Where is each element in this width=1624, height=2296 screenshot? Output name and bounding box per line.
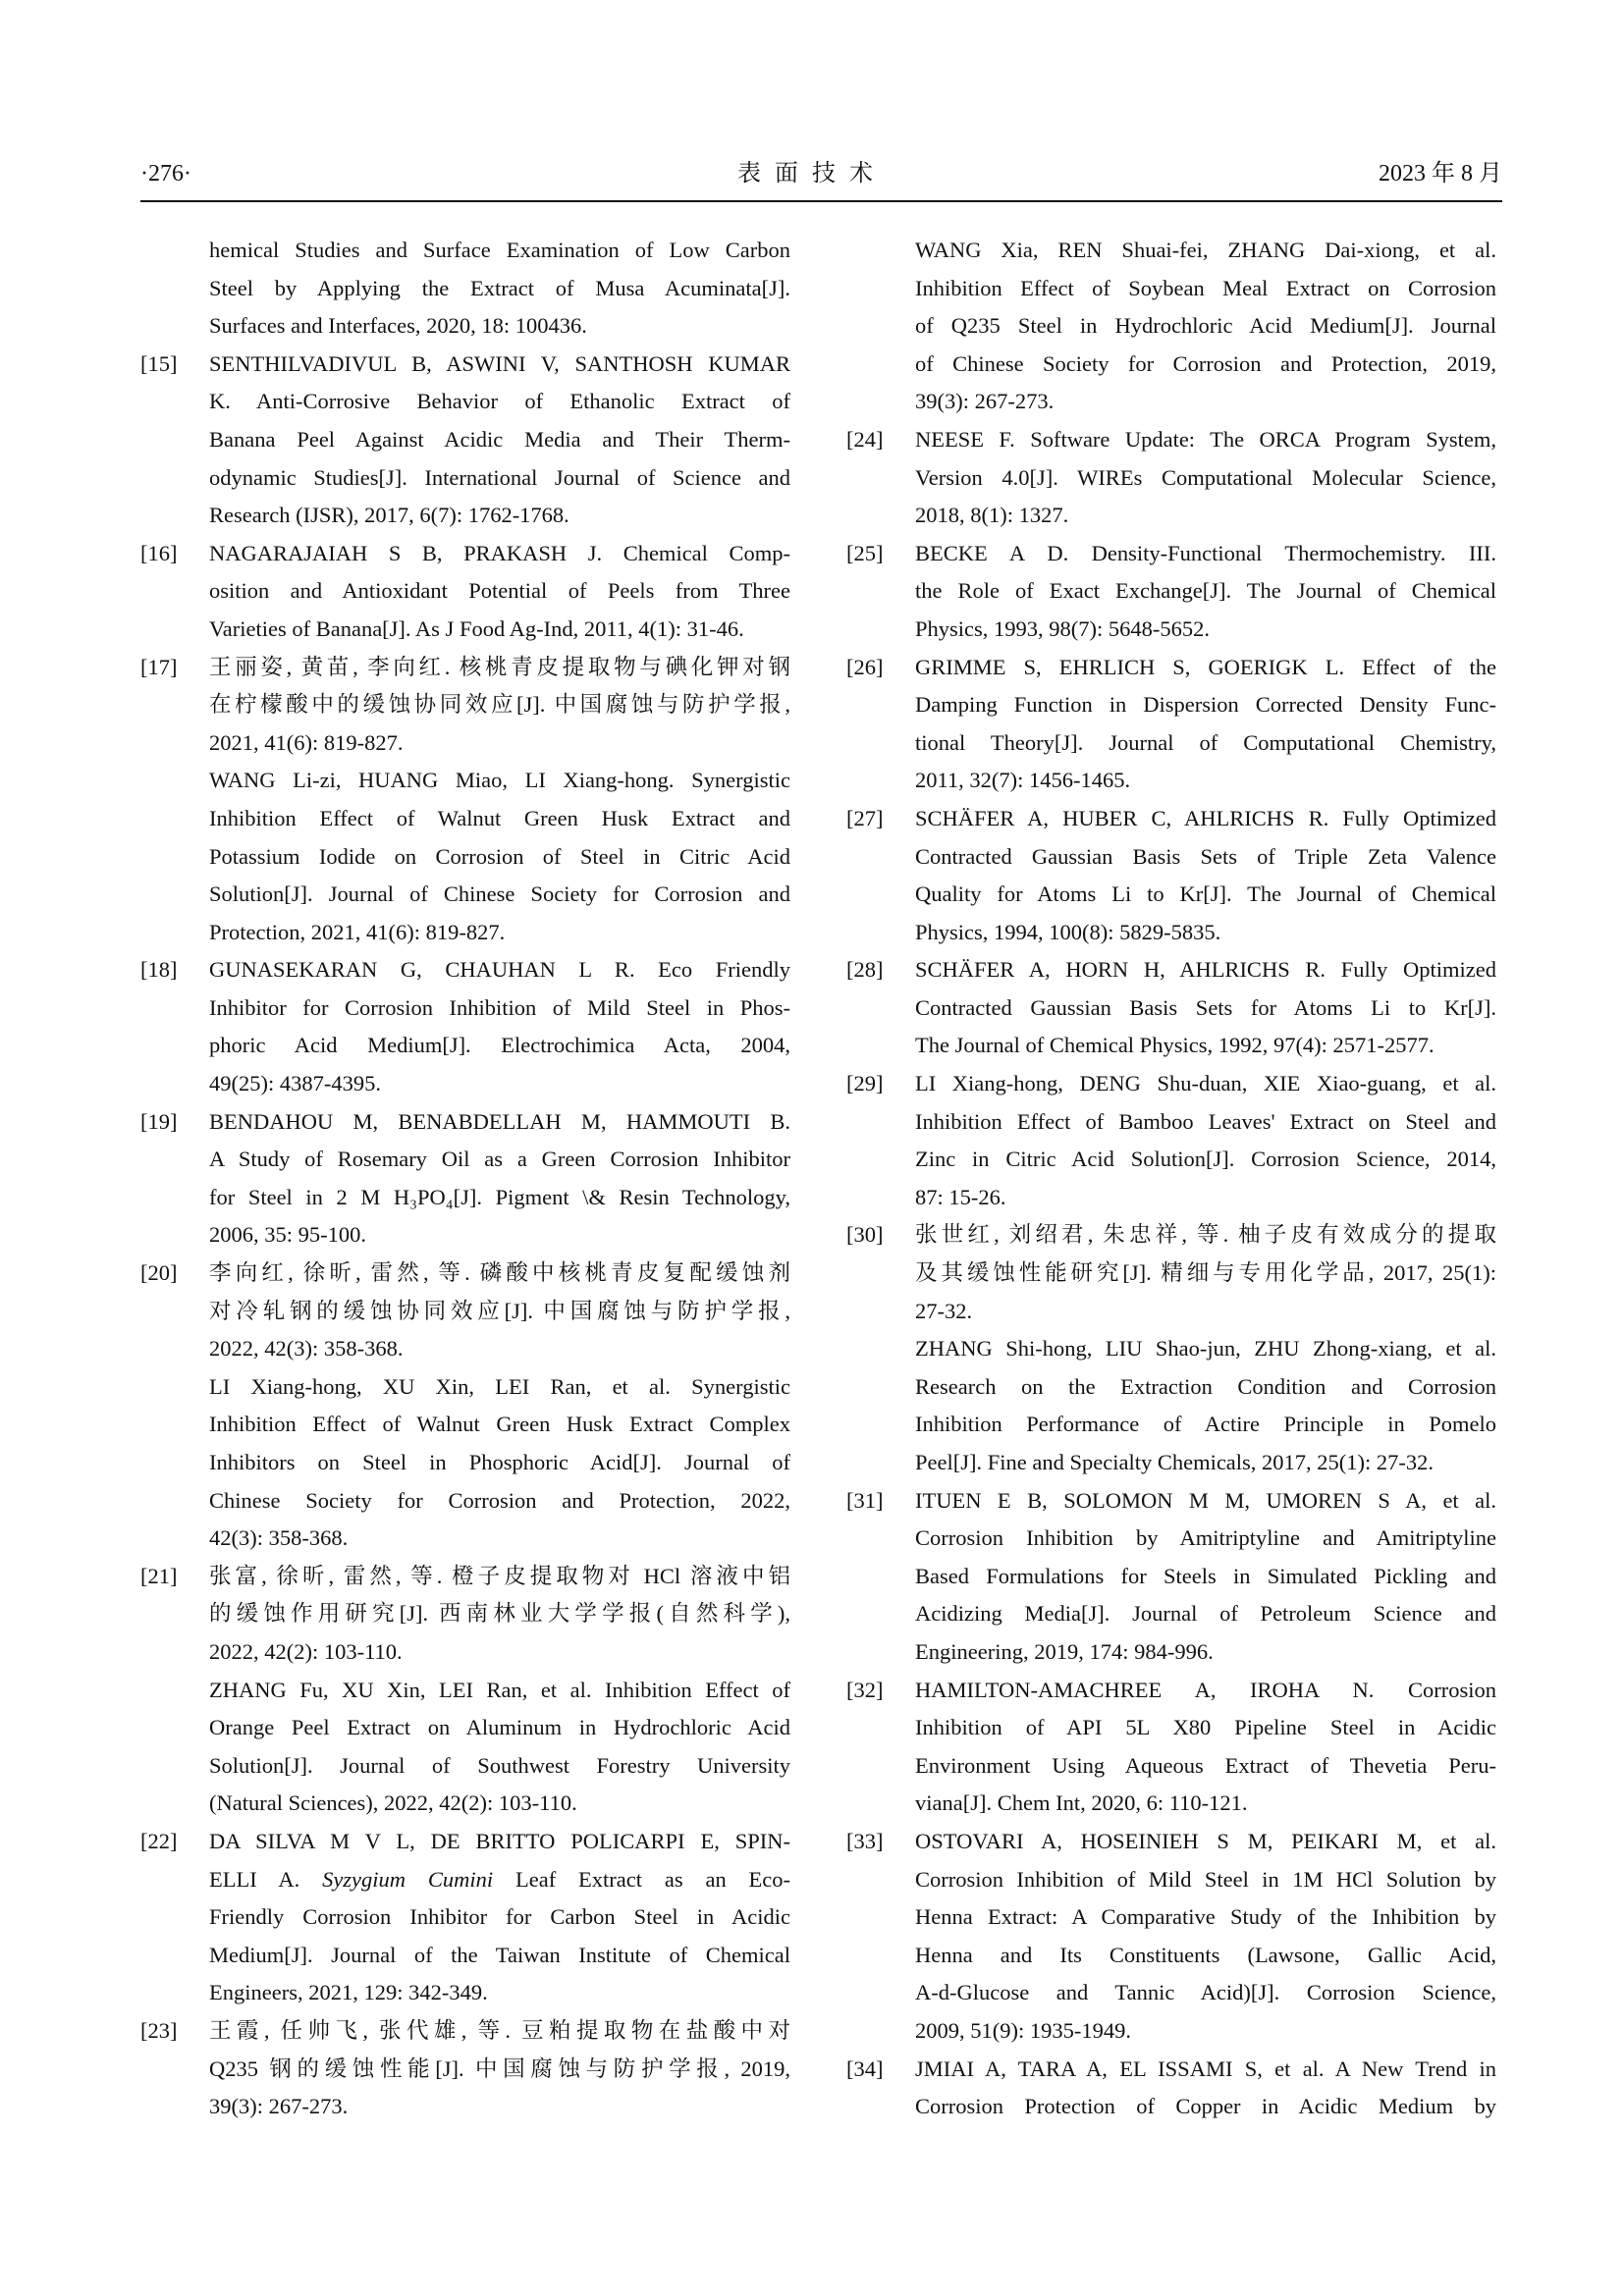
reference-line: Inhibitor for Corrosion Inhibition of Mild Steel in Phos- — [209, 994, 790, 1020]
reference-text — [915, 1216, 1496, 1481]
reference-item — [846, 800, 1496, 951]
reference-column-left — [140, 232, 790, 2126]
reference-item — [846, 2051, 1496, 2126]
reference-line: Inhibition Effect of Bamboo Leaves' Extract on Steel and — [915, 1108, 1496, 1134]
reference-line: 对冷轧钢的缓蚀协同效应[J]. 中国腐蚀与防护学报, — [209, 1298, 790, 1323]
reference-line: ZHANG Fu, XU Xin, LEI Ran, et al. Inhibition Effect of — [209, 1677, 790, 1702]
reference-line: JMIAI A, TARA A, EL ISSAMI S, et al. A New Trend in — [915, 2056, 1496, 2081]
reference-line: 2011, 32(7): 1456-1465. — [915, 768, 1131, 793]
reference-line: ZHANG Shi-hong, LIU Shao-jun, ZHU Zhong-xiang, et al. — [915, 1336, 1496, 1362]
reference-line: Surfaces and Interfaces, 2020, 18: 100436. — [209, 313, 587, 339]
reference-text — [915, 800, 1496, 951]
reference-line: WANG Li-zi, HUANG Miao, LI Xiang-hong. Synergistic — [209, 768, 790, 793]
reference-column-right — [846, 232, 1496, 2126]
reference-line: Henna and Its Constituents (Lawsone, Gallic Acid, — [915, 1942, 1496, 1967]
reference-line: WANG Xia, REN Shuai-fei, ZHANG Dai-xiong, et al. — [915, 238, 1496, 262]
reference-line: DA SILVA M V L, DE BRITTO POLICARPI E, SPIN- — [209, 1828, 790, 1853]
reference-text — [209, 649, 790, 952]
reference-line: 李向红, 徐昕, 雷然, 等. 磷酸中核桃青皮复配缓蚀剂 — [209, 1260, 790, 1286]
reference-line: OSTOVARI A, HOSEINIEH S M, PEIKARI M, et al. — [915, 1828, 1496, 1853]
reference-line: 27-32. — [915, 1298, 973, 1323]
reference-item — [140, 1558, 790, 1823]
reference-line: Peel[J]. Fine and Specialty Chemicals, 2017, 25(1): 27-32. — [915, 1450, 1435, 1474]
reference-line: Inhibition Effect of Soybean Meal Extract on Corrosion — [915, 275, 1496, 300]
reference-item — [846, 649, 1496, 800]
reference-item — [140, 2012, 790, 2126]
page-number: ·276· — [140, 161, 191, 187]
reference-text — [915, 421, 1496, 535]
reference-number: [30] — [846, 1222, 884, 1248]
reference-line: Friendly Corrosion Inhibitor for Carbon Steel in Acidic — [209, 1904, 790, 1930]
reference-line: Damping Function in Dispersion Corrected Density Func- — [915, 692, 1496, 718]
reference-line: Q235 钢的缓蚀性能[J]. 中国腐蚀与防护学报, 2019, — [209, 2056, 790, 2081]
reference-text — [915, 2051, 1496, 2126]
reference-number: [22] — [140, 1828, 178, 1853]
reference-line: Acidizing Media[J]. Journal of Petroleum Science and — [915, 1601, 1496, 1627]
reference-line: 在柠檬酸中的缓蚀协同效应[J]. 中国腐蚀与防护学报, — [209, 692, 790, 718]
reference-line: BECKE A D. Density-Functional Thermochemistry. III. — [915, 540, 1496, 565]
reference-line: Contracted Gaussian Basis Sets for Atoms Li to Kr[J]. — [915, 994, 1496, 1020]
italic-text: Syzygium Cumini — [322, 1866, 494, 1892]
reference-item — [140, 1255, 790, 1558]
reference-line: Physics, 1994, 100(8): 5829-5835. — [915, 919, 1221, 944]
reference-number: [29] — [846, 1071, 884, 1096]
reference-line: the Role of Exact Exchange[J]. The Journal of Chemical — [915, 578, 1496, 604]
text-segment: Leaf Extract as an Eco- — [493, 1866, 791, 1892]
reference-line: Based Formulations for Steels in Simulated Pickling and — [915, 1563, 1496, 1588]
reference-text — [209, 2012, 790, 2126]
reference-line: 张富, 徐昕, 雷然, 等. 橙子皮提取物对 HCl 溶液中铝 — [209, 1563, 790, 1588]
reference-line: Inhibition of API 5L X80 Pipeline Steel in Acidic — [915, 1715, 1496, 1740]
reference-line: Version 4.0[J]. WIREs Computational Molecular Science, — [915, 464, 1496, 490]
reference-item — [846, 1823, 1496, 2051]
reference-item — [140, 1103, 790, 1255]
reference-line: The Journal of Chemical Physics, 1992, 97(4): 2571-2577. — [915, 1033, 1435, 1058]
reference-line: A-d-Glucose and Tannic Acid)[J]. Corrosion Science, — [915, 1980, 1496, 2005]
reference-text — [209, 346, 790, 535]
reference-line: Research on the Extraction Condition and Corrosion — [915, 1373, 1496, 1399]
reference-line: GRIMME S, EHRLICH S, GOERIGK L. Effect of the — [915, 654, 1496, 679]
reference-item — [140, 535, 790, 649]
reference-text — [209, 1103, 790, 1255]
reference-text — [209, 535, 790, 649]
reference-number: [25] — [846, 540, 884, 565]
reference-line: BENDAHOU M, BENABDELLAH M, HAMMOUTI B. — [209, 1108, 790, 1134]
reference-line: Banana Peel Against Acidic Media and Their Therm- — [209, 426, 790, 452]
reference-line: NAGARAJAIAH S B, PRAKASH J. Chemical Comp- — [209, 540, 790, 565]
reference-item — [846, 951, 1496, 1065]
reference-number: [31] — [846, 1487, 884, 1513]
reference-line: Corrosion Inhibition of Mild Steel in 1M HCl Solution by — [915, 1866, 1496, 1892]
reference-line: Varieties of Banana[J]. As J Food Ag-Ind, 2011, 4(1): 31-46. — [209, 615, 744, 641]
reference-line: Medium[J]. Journal of the Taiwan Institute of Chemical — [209, 1942, 790, 1967]
reference-item — [846, 1065, 1496, 1216]
reference-text — [915, 232, 1496, 421]
reference-number: [28] — [846, 957, 884, 983]
reference-line: NEESE F. Software Update: The ORCA Program System, — [915, 426, 1496, 452]
reference-line: 2022, 42(2): 103-110. — [209, 1638, 403, 1664]
reference-line: 49(25): 4387-4395. — [209, 1071, 381, 1096]
reference-text — [915, 951, 1496, 1065]
reference-line: 87: 15-26. — [915, 1184, 1006, 1209]
reference-item — [140, 346, 790, 535]
reference-number: [27] — [846, 805, 884, 830]
reference-line: LI Xiang-hong, DENG Shu-duan, XIE Xiao-guang, et al. — [915, 1071, 1496, 1096]
reference-line: Zinc in Citric Acid Solution[J]. Corrosion Science, 2014, — [915, 1147, 1496, 1172]
reference-item — [846, 421, 1496, 535]
reference-item — [140, 232, 790, 346]
reference-line: for Steel in 2 M H₃PO₄[J]. Pigment \& Resin Technology, — [209, 1184, 790, 1209]
reference-line: K. Anti-Corrosive Behavior of Ethanolic Extract of — [209, 389, 790, 414]
reference-line: LI Xiang-hong, XU Xin, LEI Ran, et al. Synergistic — [209, 1373, 790, 1399]
reference-text — [915, 1482, 1496, 1672]
reference-line: Inhibition Effect of Walnut Green Husk Extract and — [209, 805, 790, 830]
reference-item — [846, 232, 1496, 421]
reference-line: Protection, 2021, 41(6): 819-827. — [209, 919, 506, 944]
reference-line: (Natural Sciences), 2022, 42(2): 103-110. — [209, 1790, 577, 1816]
reference-line: 39(3): 267-273. — [209, 2094, 349, 2119]
reference-number: [18] — [140, 957, 178, 983]
reference-number: [16] — [140, 540, 178, 565]
journal-title: 表面技术 — [737, 161, 887, 187]
reference-number: [33] — [846, 1828, 884, 1853]
reference-line: ITUEN E B, SOLOMON M M, UMOREN S A, et al. — [915, 1487, 1496, 1513]
reference-line: Research (IJSR), 2017, 6(7): 1762-1768. — [209, 503, 569, 528]
reference-line: Orange Peel Extract on Aluminum in Hydrochloric Acid — [209, 1715, 790, 1740]
reference-line: Potassium Iodide on Corrosion of Steel in Citric Acid — [209, 843, 790, 869]
reference-text — [915, 535, 1496, 649]
reference-line: phoric Acid Medium[J]. Electrochimica Acta, 2004, — [209, 1033, 790, 1058]
reference-number: [24] — [846, 426, 884, 452]
reference-item — [140, 1823, 790, 2012]
reference-line — [209, 1861, 790, 1899]
reference-line: A Study of Rosemary Oil as a Green Corrosion Inhibitor — [209, 1147, 790, 1172]
reference-line: Solution[J]. Journal of Southwest Forestry University — [209, 1752, 790, 1778]
reference-line: Engineering, 2019, 174: 984-996. — [915, 1638, 1214, 1664]
reference-line: SCHÄFER A, HUBER C, AHLRICHS R. Fully Optimized — [915, 805, 1496, 830]
reference-line: odynamic Studies[J]. International Journal of Science and — [209, 464, 790, 490]
reference-item — [846, 1216, 1496, 1481]
reference-line: Environment Using Aqueous Extract of Thevetia Peru- — [915, 1752, 1496, 1778]
reference-number: [26] — [846, 654, 884, 679]
reference-number: [15] — [140, 350, 178, 376]
reference-text — [915, 1672, 1496, 1823]
issue-date: 2023 年 8 月 — [1379, 161, 1502, 187]
reference-line: viana[J]. Chem Int, 2020, 6: 110-121. — [915, 1790, 1248, 1816]
text-segment: ELLI A. — [209, 1866, 323, 1892]
reference-line: tional Theory[J]. Journal of Computational Chemistry, — [915, 729, 1496, 755]
reference-text — [915, 1065, 1496, 1216]
reference-line: 42(3): 358-368. — [209, 1525, 349, 1551]
reference-line: 及其缓蚀性能研究[J]. 精细与专用化学品, 2017, 25(1): — [915, 1260, 1496, 1286]
reference-line: Chinese Society for Corrosion and Protection, 2022, — [209, 1487, 790, 1513]
reference-item — [846, 1482, 1496, 1672]
reference-line: Physics, 1993, 98(7): 5648-5652. — [915, 615, 1210, 641]
reference-line: osition and Antioxidant Potential of Peels from Three — [209, 578, 790, 604]
reference-line: Inhibitors on Steel in Phosphoric Acid[J]. Journal of — [209, 1450, 790, 1474]
reference-text — [209, 951, 790, 1102]
reference-line: SENTHILVADIVUL B, ASWINI V, SANTHOSH KUMAR — [209, 350, 790, 376]
reference-number: [19] — [140, 1108, 178, 1134]
reference-text — [209, 1255, 790, 1558]
reference-line: Henna Extract: A Comparative Study of the Inhibition by — [915, 1904, 1496, 1930]
reference-item — [846, 1672, 1496, 1823]
reference-line: hemical Studies and Surface Examination of Low Carbon — [209, 238, 790, 262]
reference-item — [846, 535, 1496, 649]
reference-line: Inhibition Performance of Actire Principle in Pomelo — [915, 1412, 1496, 1437]
reference-line: Corrosion Protection of Copper in Acidic Medium by — [915, 2094, 1496, 2119]
reference-line: Engineers, 2021, 129: 342-349. — [209, 1980, 488, 2005]
reference-line: 王丽姿, 黄苗, 李向红. 核桃青皮提取物与碘化钾对钢 — [209, 654, 790, 679]
reference-line: 2018, 8(1): 1327. — [915, 503, 1069, 528]
reference-line: 2021, 41(6): 819-827. — [209, 729, 404, 755]
reference-line: of Q235 Steel in Hydrochloric Acid Medium[J]. Journal — [915, 313, 1496, 339]
reference-number: [20] — [140, 1260, 178, 1286]
reference-number: [17] — [140, 654, 178, 679]
reference-item — [140, 951, 790, 1102]
reference-number: [21] — [140, 1563, 178, 1588]
reference-line: Quality for Atoms Li to Kr[J]. The Journal of Chemical — [915, 881, 1496, 907]
reference-line: 2009, 51(9): 1935-1949. — [915, 2017, 1131, 2043]
reference-number: [32] — [846, 1677, 884, 1702]
reference-text — [915, 649, 1496, 800]
reference-text — [209, 1558, 790, 1823]
header-rule — [140, 200, 1502, 202]
reference-line: SCHÄFER A, HORN H, AHLRICHS R. Fully Optimized — [915, 957, 1496, 983]
reference-line: GUNASEKARAN G, CHAUHAN L R. Eco Friendly — [209, 957, 790, 983]
reference-number: [23] — [140, 2017, 178, 2043]
reference-text — [209, 232, 790, 346]
reference-text — [915, 1823, 1496, 2051]
reference-line: 39(3): 267-273. — [915, 389, 1055, 414]
reference-item — [140, 649, 790, 952]
reference-line: 2022, 42(3): 358-368. — [209, 1336, 404, 1362]
reference-line: Solution[J]. Journal of Chinese Society for Corrosion and — [209, 881, 790, 907]
reference-line: 2006, 35: 95-100. — [209, 1222, 366, 1248]
reference-line: HAMILTON-AMACHREE A, IROHA N. Corrosion — [915, 1677, 1496, 1702]
reference-text — [209, 1823, 790, 2012]
reference-line: Inhibition Effect of Walnut Green Husk Extract Complex — [209, 1412, 790, 1437]
reference-line: 的缓蚀作用研究[J]. 西南林业大学学报(自然科学), — [209, 1601, 790, 1627]
reference-line: Contracted Gaussian Basis Sets of Triple Zeta Valence — [915, 843, 1496, 869]
reference-number: [34] — [846, 2056, 884, 2081]
reference-line: 王霞, 任帅飞, 张代雄, 等. 豆粕提取物在盐酸中对 — [209, 2017, 790, 2043]
reference-line: Steel by Applying the Extract of Musa Acuminata[J]. — [209, 275, 790, 300]
reference-line: 张世红, 刘绍君, 朱忠祥, 等. 柚子皮有效成分的提取 — [915, 1222, 1496, 1248]
reference-line: Corrosion Inhibition by Amitriptyline and Amitriptyline — [915, 1525, 1496, 1551]
reference-line: of Chinese Society for Corrosion and Protection, 2019, — [915, 350, 1496, 376]
